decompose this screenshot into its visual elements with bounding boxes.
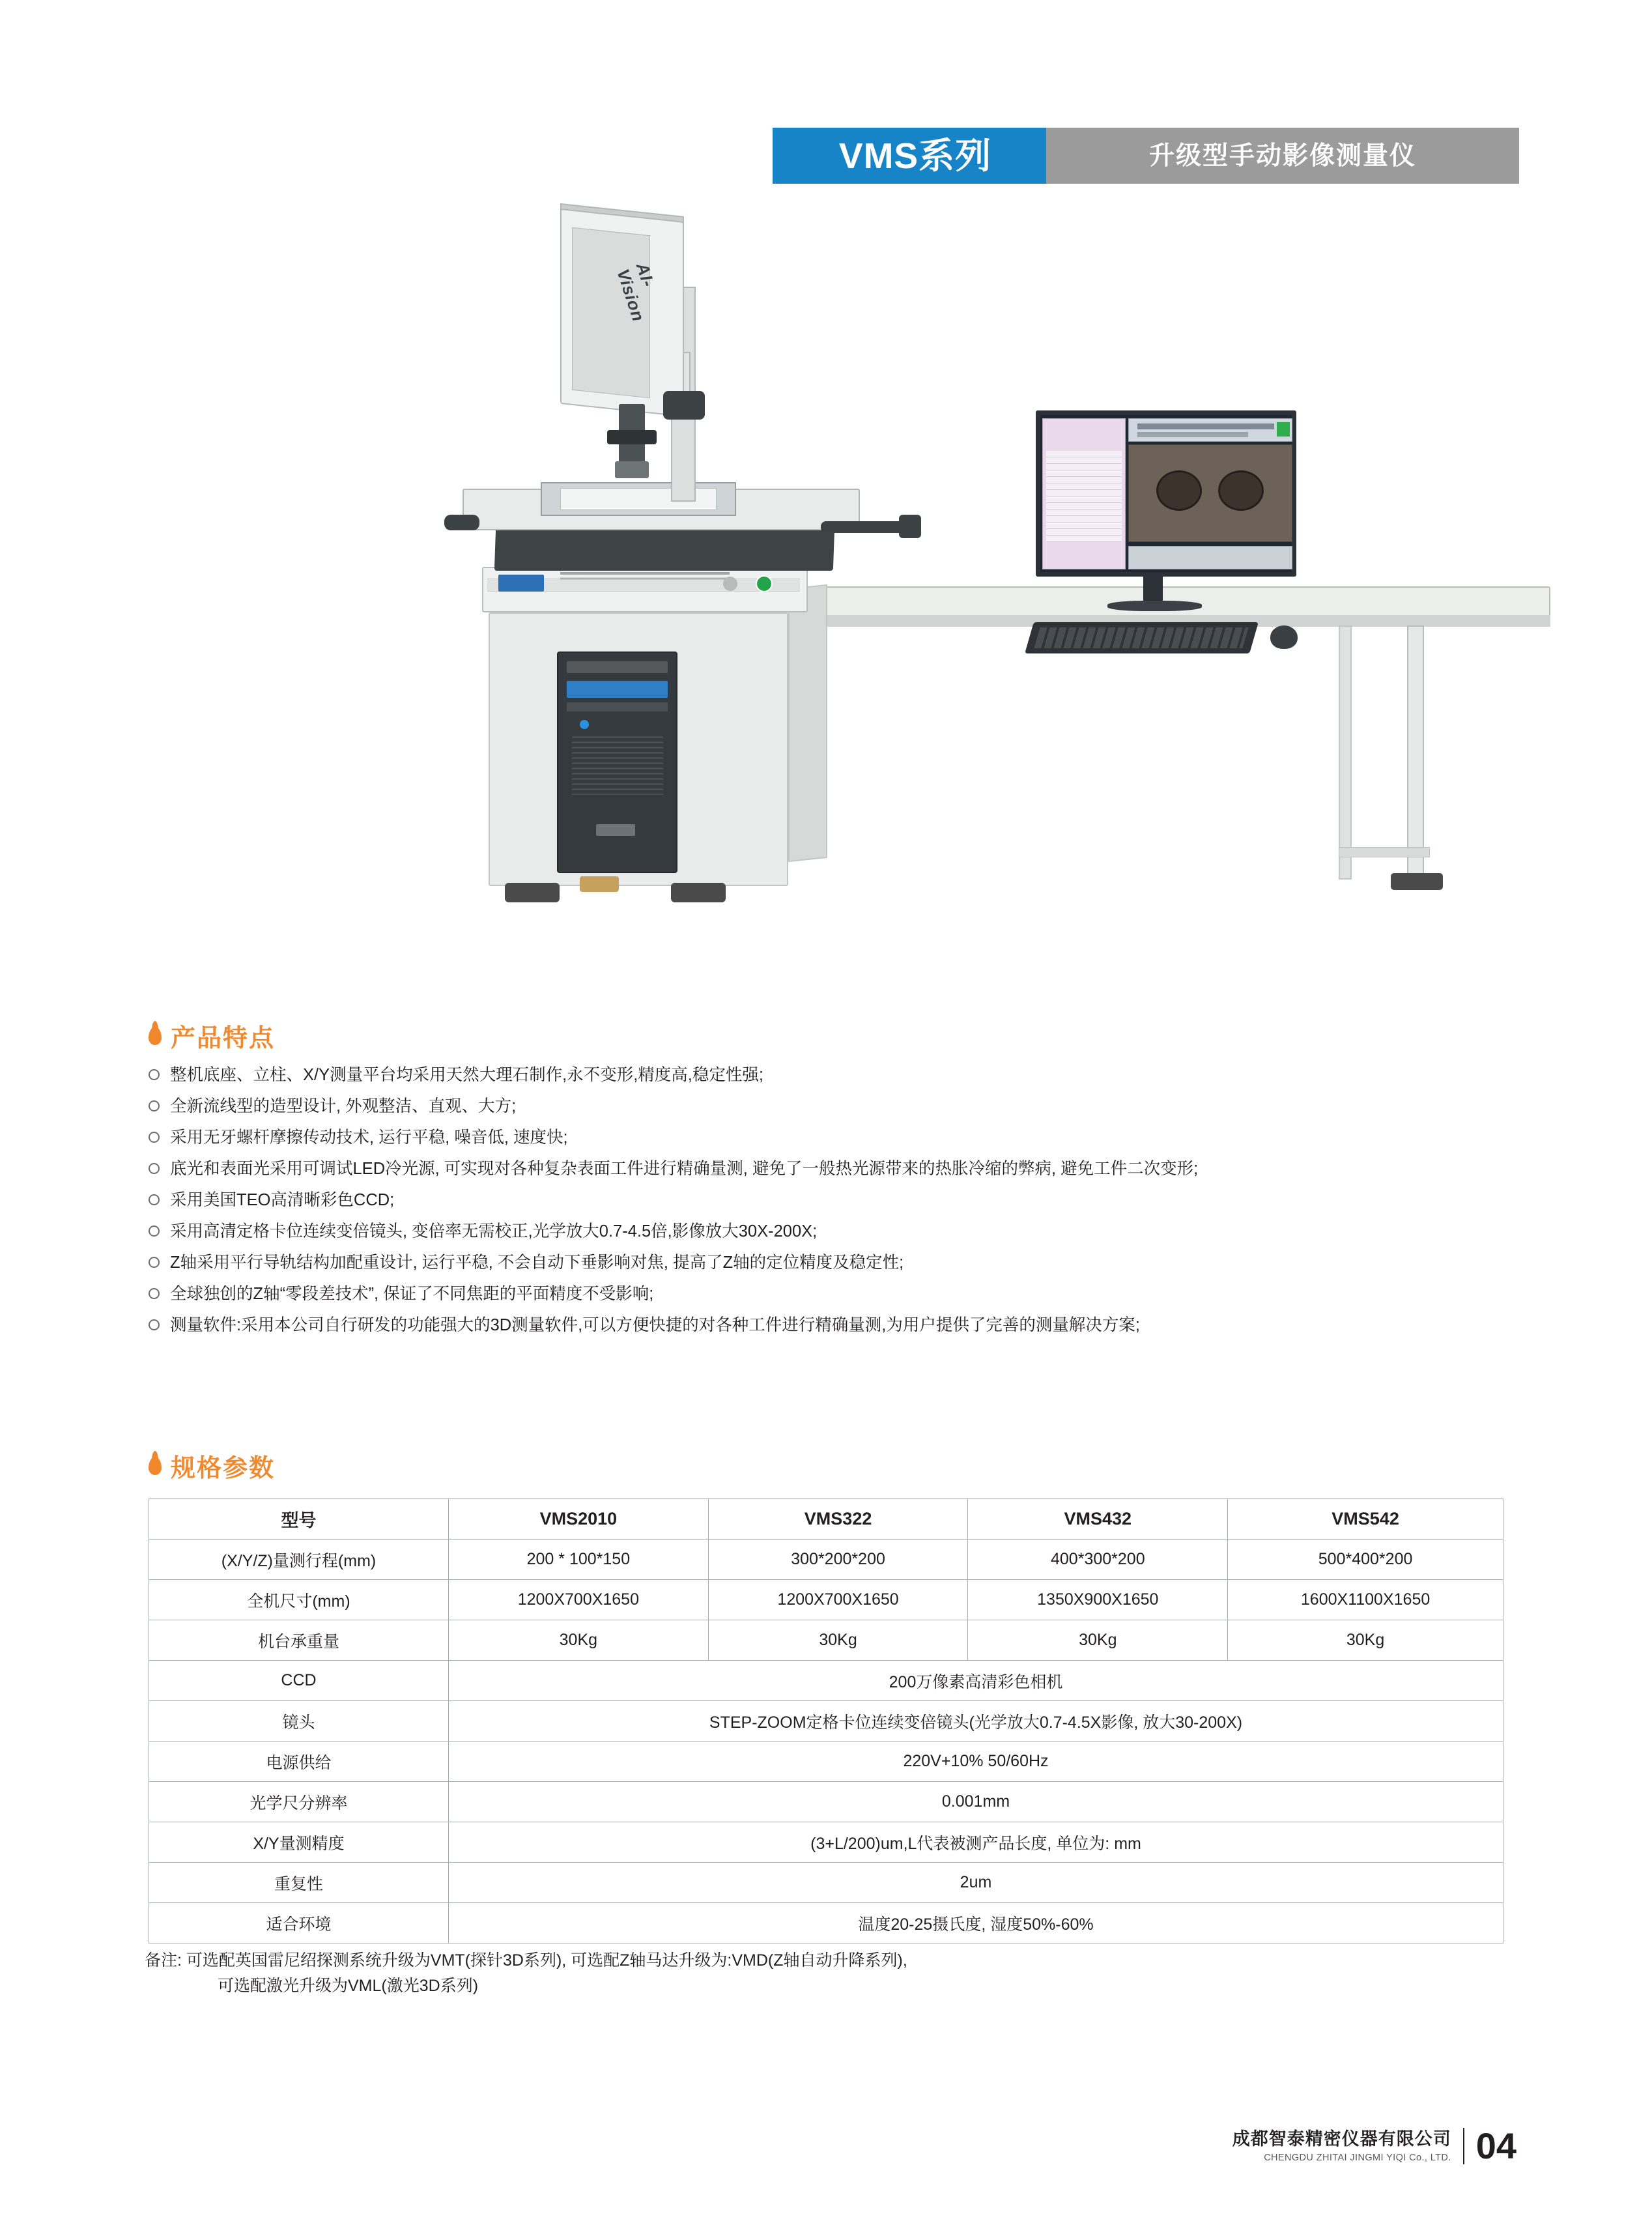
stage-handle-left [444,515,479,530]
circle-bullet-icon [149,1163,160,1174]
cell-value: 30Kg [1228,1620,1503,1661]
feature-text: 测量软件:采用本公司自行研发的功能强大的3D测量软件,可以方便快捷的对各种工件进行精确量测,为用户提供了完善的测量解决方案; [170,1315,1140,1334]
focus-knob [663,391,705,420]
list-item [149,1282,1517,1306]
circle-bullet-icon [149,1194,160,1205]
machine-brand-label: AI-Vision [613,260,659,324]
measured-hole-1 [1156,470,1202,511]
lens-zoom-ring [607,430,657,444]
column-header-vms542: VMS542 [1228,1499,1503,1540]
cell-value: 1200X700X1650 [449,1580,709,1620]
circle-bullet-icon [149,1069,160,1080]
company-name-cn: 成都智泰精密仪器有限公司 [1232,2128,1451,2149]
column-header-model: 型号 [149,1499,449,1540]
granite-base [494,528,834,571]
cell-value: 500*400*200 [1228,1540,1503,1580]
pc-optical-drive [567,681,668,698]
desk-crossbar [1339,847,1430,857]
feature-text: 采用高清定格卡位连续变倍镜头, 变倍率无需校正,光学放大0.7-4.5倍,影像放大30X-200X; [170,1222,818,1240]
control-panel-labels [560,572,730,586]
section-heading-specs [149,1448,275,1484]
feature-text: 采用无牙螺杆摩擦传动技术, 运行平稳, 噪音低, 速度快; [170,1128,568,1147]
page-number: 04 [1475,2125,1517,2166]
cabinet-drain [580,876,619,892]
spec-table-wrapper [149,1498,1503,1943]
row-label: 镜头 [149,1701,449,1742]
cell-value: 0.001mm [449,1782,1503,1822]
product-photo [365,195,1309,997]
cell-value: 300*200*200 [708,1540,968,1580]
cabinet-foot-right [671,883,726,902]
software-toolbar-row2 [1137,432,1248,437]
stage-handle-right [821,521,912,533]
cell-value: 1350X900X1650 [968,1580,1228,1620]
company-name-en: CHENGDU ZHITAI JINGMI YIQI Co., LTD. [1264,2153,1451,2164]
feature-text: 采用美国TEO高清晰彩色CCD; [170,1190,395,1209]
banner-series-block [773,128,1046,184]
row-label: 电源供给 [149,1742,449,1782]
list-item [149,1313,1517,1338]
table-body [149,1540,1503,1943]
cell-value: 2um [449,1863,1503,1903]
footer-divider [1463,2128,1464,2164]
monitor-stand-base [1107,601,1202,611]
mouse [1270,625,1298,649]
desk-leg-inner [1339,625,1352,880]
row-label: 光学尺分辨率 [149,1782,449,1822]
droplet-icon [149,1457,162,1475]
feature-text: Z轴采用平行导轨结构加配重设计, 运行平稳, 不会自动下垂影响对焦, 提高了Z轴的定位精度及稳定性; [170,1253,904,1272]
list-item [149,1095,1517,1119]
specifications-table [149,1498,1503,1943]
cell-value: 30Kg [449,1620,709,1661]
pc-vent-grill [572,736,663,795]
table-row [149,1661,1503,1701]
table-row [149,1540,1503,1580]
feature-text: 整机底座、立柱、X/Y测量平台均采用天然大理石制作,永不变形,精度高,稳定性强; [170,1066,763,1084]
row-label: 适合环境 [149,1903,449,1943]
column-header-vms322: VMS322 [708,1499,968,1540]
cell-value: 1600X1100X1650 [1228,1580,1503,1620]
software-side-list [1046,451,1122,542]
cell-value: 200万像素高清彩色相机 [449,1661,1503,1701]
list-item [149,1188,1517,1212]
row-label: X/Y量测精度 [149,1822,449,1863]
brand-plate [498,575,544,592]
circle-bullet-icon [149,1100,160,1111]
pc-power-button [580,720,589,729]
control-knob [723,577,737,591]
cell-value: 200 * 100*150 [449,1540,709,1580]
column-header-vms2010: VMS2010 [449,1499,709,1540]
row-label: 机台承重量 [149,1620,449,1661]
section-heading-features [149,1018,275,1054]
desk-leg-outer [1407,625,1424,880]
monitor-stand-neck [1143,577,1163,604]
table-header [149,1499,1503,1540]
column-header-vms432: VMS432 [968,1499,1228,1540]
measured-hole-2 [1218,470,1264,511]
cell-value: 400*300*200 [968,1540,1228,1580]
banner-subtitle-block [1046,128,1519,184]
table-row [149,1742,1503,1782]
table-row [149,1701,1503,1742]
pc-logo [596,824,635,836]
software-toolbar-row1 [1137,423,1274,429]
software-image-view [1128,444,1292,542]
row-label: (X/Y/Z)量测行程(mm) [149,1540,449,1580]
table-row [149,1863,1503,1903]
list-item [149,1220,1517,1244]
circle-bullet-icon [149,1226,160,1237]
list-item [149,1157,1517,1181]
cell-value: 30Kg [968,1620,1228,1661]
cell-value: 220V+10% 50/60Hz [449,1742,1503,1782]
cell-value: 1200X700X1650 [708,1580,968,1620]
cell-value: 温度20-25摄氏度, 湿度50%-60% [449,1903,1503,1943]
circle-bullet-icon [149,1257,160,1268]
remarks [145,1948,1513,1999]
footer [1232,2125,1517,2166]
desk-foot [1391,873,1443,890]
features-list [149,1063,1517,1345]
droplet-icon [149,1027,162,1045]
specs-heading-text: 规格参数 [171,1455,276,1482]
software-status-bar [1128,546,1292,569]
features-heading-text: 产品特点 [171,1025,276,1052]
footer-company [1232,2128,1451,2164]
table-row [149,1580,1503,1620]
table-row [149,1782,1503,1822]
software-toolbar [1128,418,1292,442]
keyboard-keys [1034,627,1248,648]
circle-bullet-icon [149,1319,160,1330]
cell-value: 30Kg [708,1620,968,1661]
row-label: CCD [149,1661,449,1701]
cabinet-foot-left [505,883,560,902]
list-item [149,1063,1517,1087]
cell-value: STEP-ZOOM定格卡位连续变倍镜头(光学放大0.7-4.5X影像, 放大30-200X) [449,1701,1503,1742]
cell-value: (3+L/200)um,L代表被测产品长度, 单位为: mm [449,1822,1503,1863]
software-status-indicator [1277,422,1290,437]
lens-objective [615,461,649,478]
header-banner [773,128,1519,184]
feature-text: 全新流线型的造型设计, 外观整洁、直观、大方; [170,1096,517,1115]
table-row [149,1620,1503,1661]
power-indicator [756,575,773,592]
series-title: VMS系列 [838,135,992,176]
stage-knob [899,515,921,538]
pc-panel-top [567,661,668,673]
row-label: 重复性 [149,1863,449,1903]
pc-drive-bay [567,702,668,711]
remarks-line-1: 备注: 可选配英国雷尼绍探测系统升级为VMT(探针3D系列), 可选配Z轴马达升级为:VMD(Z轴自动升降系列), [145,1951,907,1970]
series-subtitle: 升级型手动影像测量仪 [1148,141,1416,170]
circle-bullet-icon [149,1288,160,1299]
cabinet-side-panel [788,584,827,862]
row-label: 全机尺寸(mm) [149,1580,449,1620]
feature-text: 底光和表面光采用可调试LED冷光源, 可实现对各种复杂表面工件进行精确量测, 避免了一般热光源带来的热胀冷缩的弊病, 避免工件二次变形; [170,1159,1199,1178]
table-row [149,1903,1503,1943]
list-item [149,1126,1517,1150]
feature-text: 全球独创的Z轴“零段差技术”, 保证了不同焦距的平面精度不受影响; [170,1284,654,1303]
list-item [149,1251,1517,1275]
table-header-row [149,1499,1503,1540]
remarks-line-2: 可选配激光升级为VML(激光3D系列) [218,1976,479,1995]
table-row [149,1822,1503,1863]
circle-bullet-icon [149,1132,160,1143]
